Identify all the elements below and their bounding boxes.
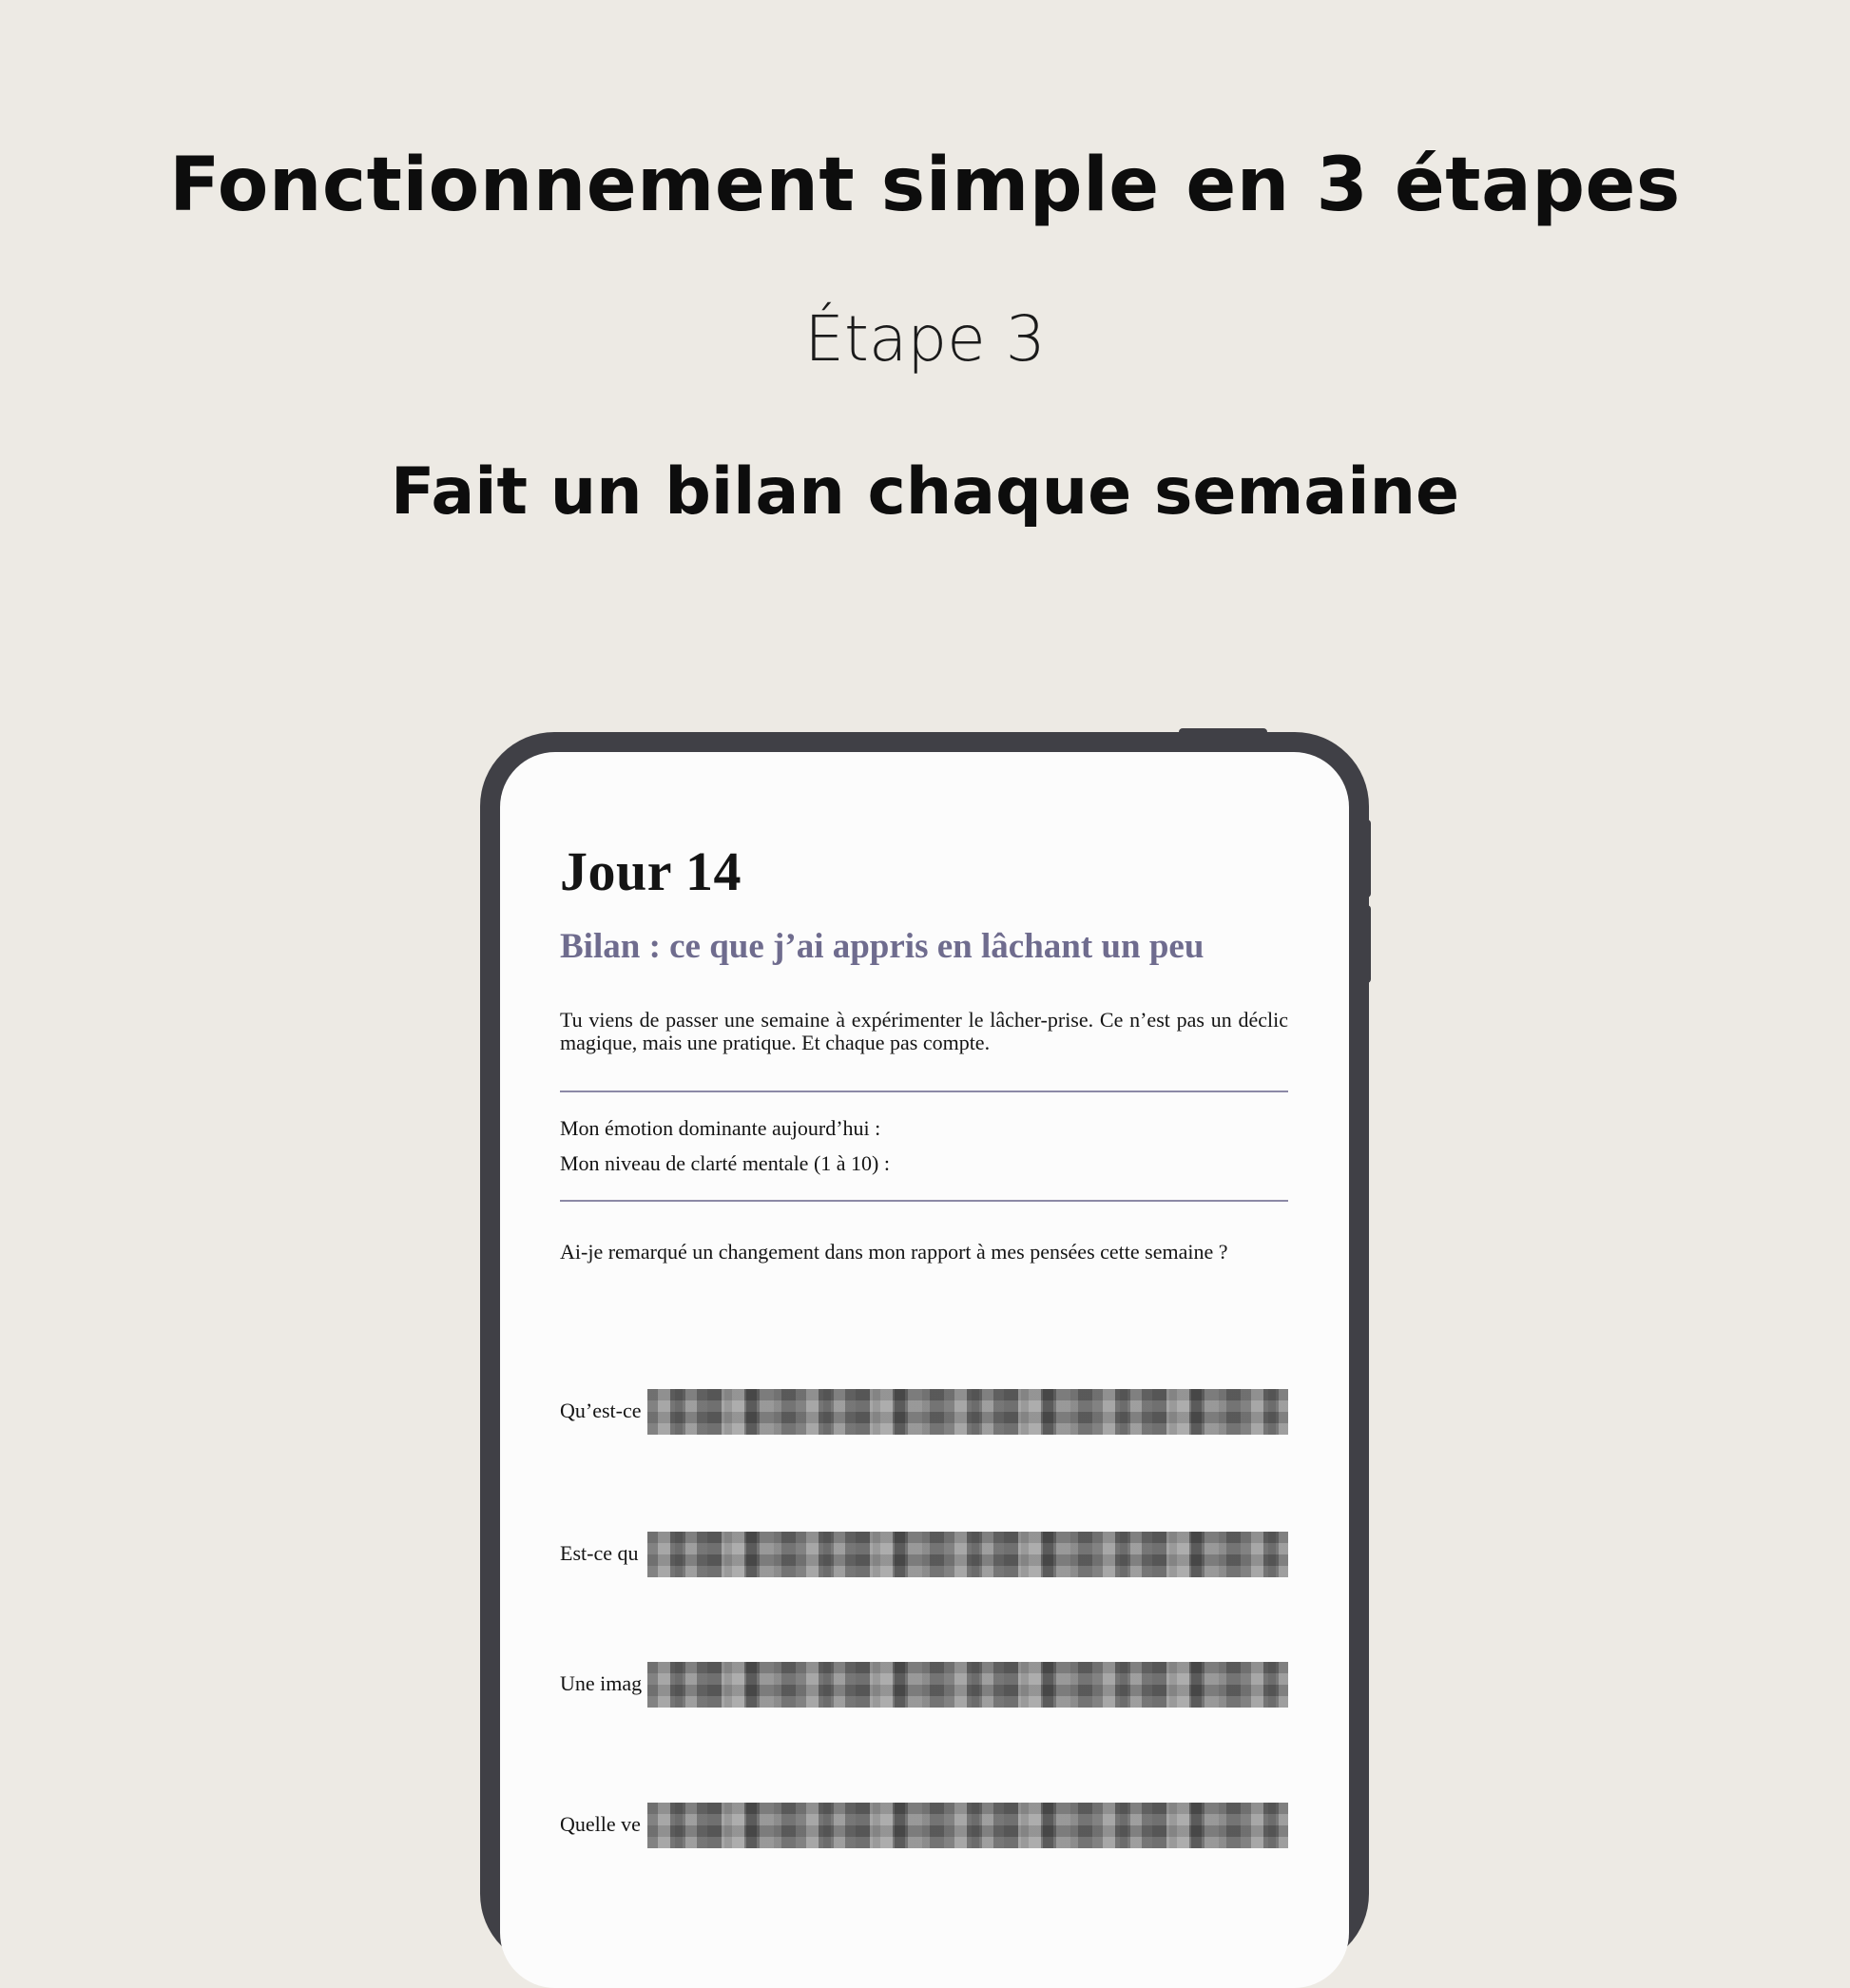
prompt-text: Qu’est-ce (560, 1399, 642, 1422)
prompt-text: Quelle ve (560, 1812, 641, 1836)
pixelated-text-overlay (647, 1532, 1288, 1577)
document-subtitle: Bilan : ce que j’ai appris en lâchant un peu (560, 927, 1204, 966)
reflection-question: Ai-je remarqué un changement dans mon rapport à mes pensées cette semaine ? (560, 1240, 1228, 1264)
step-description: Fait un bilan chaque semaine (390, 454, 1460, 530)
step-label: Étape 3 (804, 302, 1046, 376)
document-intro: Tu viens de passer une semaine à expérimenter le lâcher-prise. Ce n’est pas un déclic magique, mais une pratique. Et chaque pas compte. (560, 1008, 1288, 1054)
field-emotion-label: Mon émotion dominante aujourd’hui : (560, 1116, 881, 1140)
pixelated-text-overlay (647, 1662, 1288, 1708)
tablet-volume-up-button (1359, 820, 1371, 897)
prompt-text: Une imag (560, 1671, 643, 1695)
pixelated-text-overlay (647, 1389, 1288, 1435)
divider (560, 1091, 1288, 1092)
page-title: Fonctionnement simple en 3 étapes (169, 143, 1681, 228)
divider (560, 1200, 1288, 1202)
pixelated-text-overlay (647, 1803, 1288, 1848)
tablet-power-button (1179, 728, 1267, 740)
tablet-screen (500, 752, 1349, 1988)
document-title: Jour 14 (560, 840, 742, 902)
field-clarity-label: Mon niveau de clarté mentale (1 à 10) : (560, 1151, 890, 1175)
prompt-text: Est-ce qu (560, 1541, 639, 1565)
tablet-volume-down-button (1359, 905, 1371, 983)
